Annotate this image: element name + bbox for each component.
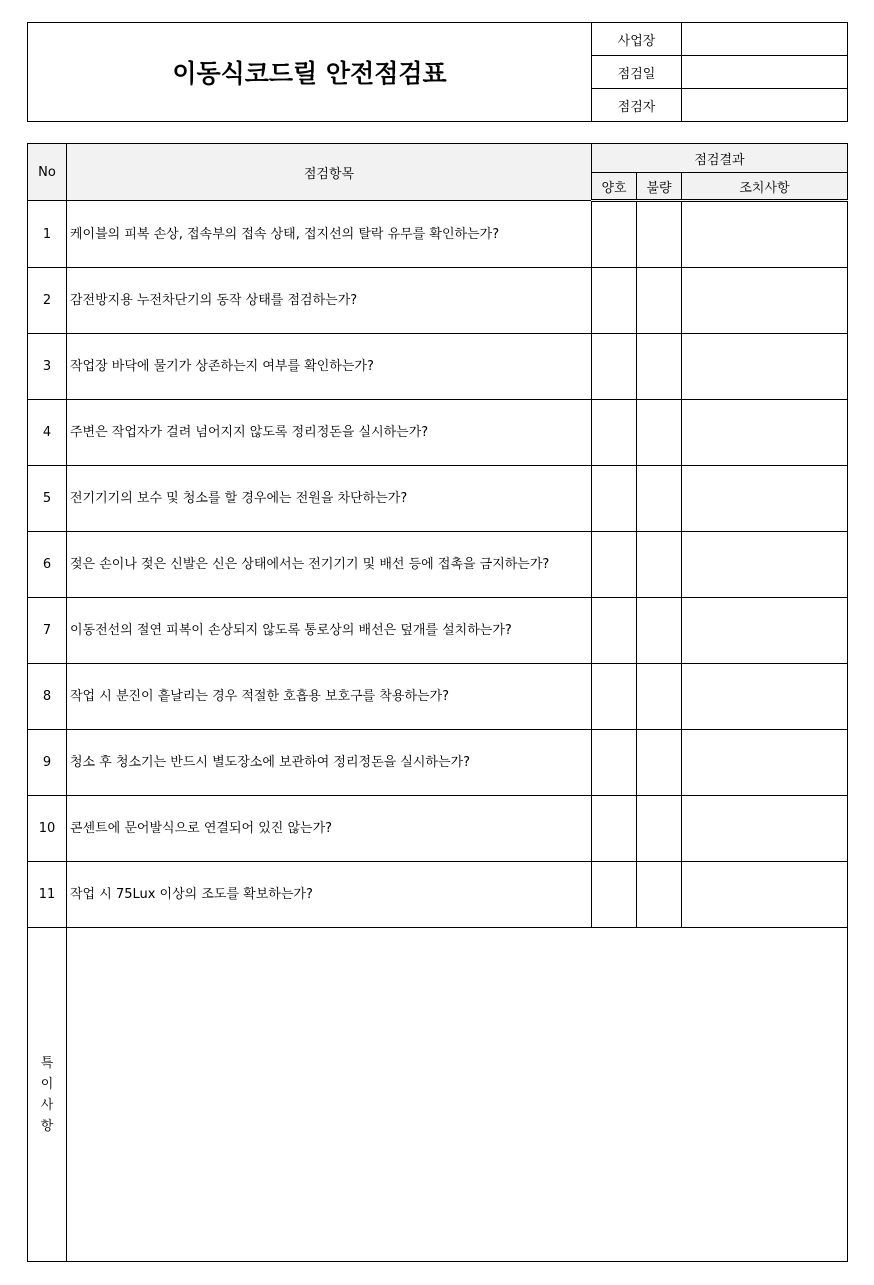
row-number: 11 bbox=[28, 862, 67, 928]
table-row bbox=[28, 201, 848, 268]
table-row bbox=[28, 532, 848, 598]
table-row bbox=[28, 796, 848, 862]
action-cell[interactable] bbox=[682, 796, 848, 862]
result-header: 점검결과 bbox=[592, 144, 848, 173]
bad-cell[interactable] bbox=[637, 334, 682, 400]
bad-cell[interactable] bbox=[637, 201, 682, 268]
bad-cell[interactable] bbox=[637, 862, 682, 928]
check-item: 주변은 작업자가 걸려 넘어지지 않도록 정리정돈을 실시하는가? bbox=[67, 400, 592, 466]
row-number: 6 bbox=[28, 532, 67, 598]
table-row bbox=[28, 334, 848, 400]
table-row bbox=[28, 730, 848, 796]
good-cell[interactable] bbox=[592, 532, 637, 598]
row-number: 7 bbox=[28, 598, 67, 664]
table-row bbox=[28, 466, 848, 532]
bad-cell[interactable] bbox=[637, 796, 682, 862]
action-cell[interactable] bbox=[682, 532, 848, 598]
row-number: 9 bbox=[28, 730, 67, 796]
action-cell[interactable] bbox=[682, 268, 848, 334]
site-field[interactable] bbox=[682, 23, 848, 56]
action-cell[interactable] bbox=[682, 400, 848, 466]
notes-label: 특 이 사 항 bbox=[28, 928, 67, 1262]
check-item: 콘센트에 문어발식으로 연결되어 있진 않는가? bbox=[67, 796, 592, 862]
row-number: 1 bbox=[28, 201, 67, 268]
action-cell[interactable] bbox=[682, 730, 848, 796]
date-field[interactable] bbox=[682, 56, 848, 89]
row-number: 2 bbox=[28, 268, 67, 334]
action-cell[interactable] bbox=[682, 466, 848, 532]
good-cell[interactable] bbox=[592, 334, 637, 400]
inspector-field[interactable] bbox=[682, 89, 848, 122]
date-label: 점검일 bbox=[592, 56, 682, 89]
table-row bbox=[28, 862, 848, 928]
bad-header: 불량 bbox=[637, 173, 682, 201]
table-row bbox=[28, 664, 848, 730]
check-item: 작업장 바닥에 물기가 상존하는지 여부를 확인하는가? bbox=[67, 334, 592, 400]
action-cell[interactable] bbox=[682, 201, 848, 268]
row-number: 4 bbox=[28, 400, 67, 466]
good-cell[interactable] bbox=[592, 664, 637, 730]
no-header: No bbox=[28, 144, 67, 201]
bad-cell[interactable] bbox=[637, 730, 682, 796]
notes-field[interactable] bbox=[67, 928, 848, 1262]
good-cell[interactable] bbox=[592, 466, 637, 532]
check-item: 작업 시 75Lux 이상의 조도를 확보하는가? bbox=[67, 862, 592, 928]
row-number: 3 bbox=[28, 334, 67, 400]
check-item: 감전방지용 누전차단기의 동작 상태를 점검하는가? bbox=[67, 268, 592, 334]
table-row bbox=[28, 598, 848, 664]
checklist-table bbox=[27, 143, 848, 1262]
bad-cell[interactable] bbox=[637, 664, 682, 730]
good-header: 양호 bbox=[592, 173, 637, 201]
good-cell[interactable] bbox=[592, 268, 637, 334]
action-header: 조치사항 bbox=[682, 173, 848, 201]
good-cell[interactable] bbox=[592, 796, 637, 862]
bad-cell[interactable] bbox=[637, 466, 682, 532]
check-item: 전기기기의 보수 및 청소를 할 경우에는 전원을 차단하는가? bbox=[67, 466, 592, 532]
good-cell[interactable] bbox=[592, 862, 637, 928]
action-cell[interactable] bbox=[682, 334, 848, 400]
action-cell[interactable] bbox=[682, 598, 848, 664]
bad-cell[interactable] bbox=[637, 268, 682, 334]
check-item: 젖은 손이나 젖은 신발은 신은 상태에서는 전기기기 및 배선 등에 접촉을 금지하는가? bbox=[67, 532, 592, 598]
row-number: 10 bbox=[28, 796, 67, 862]
site-label: 사업장 bbox=[592, 23, 682, 56]
item-header: 점검항목 bbox=[67, 144, 592, 201]
bad-cell[interactable] bbox=[637, 400, 682, 466]
check-item: 작업 시 분진이 흩날리는 경우 적절한 호흡용 보호구를 착용하는가? bbox=[67, 664, 592, 730]
check-item: 케이블의 피복 손상, 접속부의 접속 상태, 접지선의 탈락 유무를 확인하는가? bbox=[67, 201, 592, 268]
check-item: 이동전선의 절연 피복이 손상되지 않도록 통로상의 배선은 덮개를 설치하는가? bbox=[67, 598, 592, 664]
inspector-label: 점검자 bbox=[592, 89, 682, 122]
header-table bbox=[27, 22, 848, 122]
action-cell[interactable] bbox=[682, 664, 848, 730]
bad-cell[interactable] bbox=[637, 532, 682, 598]
good-cell[interactable] bbox=[592, 598, 637, 664]
row-number: 5 bbox=[28, 466, 67, 532]
page-title: 이동식코드릴 안전점검표 bbox=[28, 23, 592, 122]
good-cell[interactable] bbox=[592, 730, 637, 796]
row-number: 8 bbox=[28, 664, 67, 730]
good-cell[interactable] bbox=[592, 400, 637, 466]
action-cell[interactable] bbox=[682, 862, 848, 928]
table-row bbox=[28, 400, 848, 466]
good-cell[interactable] bbox=[592, 201, 637, 268]
bad-cell[interactable] bbox=[637, 598, 682, 664]
check-item: 청소 후 청소기는 반드시 별도장소에 보관하여 정리정돈을 실시하는가? bbox=[67, 730, 592, 796]
table-row bbox=[28, 268, 848, 334]
